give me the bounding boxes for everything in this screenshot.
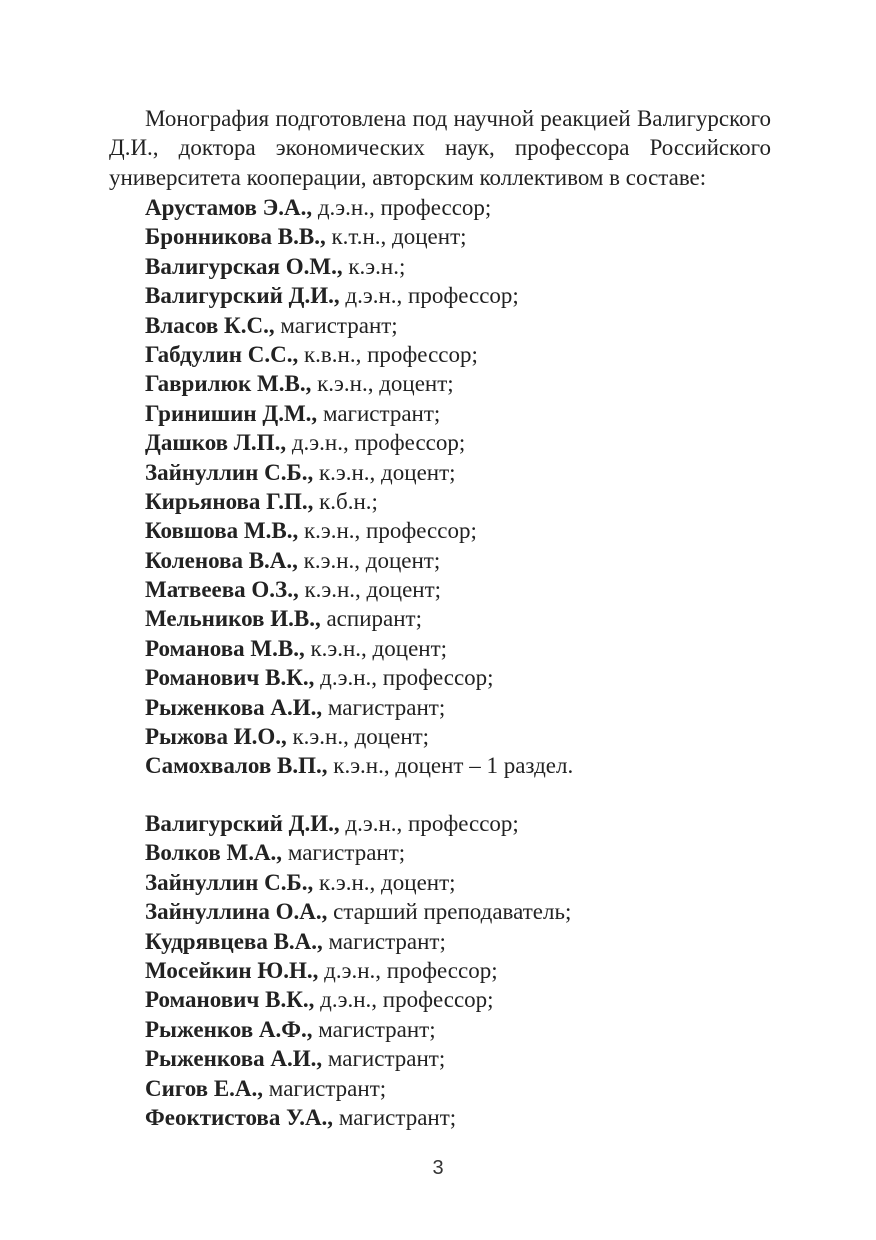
author-entry: [145, 927, 571, 956]
author-details: старший преподаватель;: [327, 899, 572, 925]
author-details: к.э.н., доцент;: [297, 547, 441, 573]
author-name: Зайнуллин С.Б.,: [145, 459, 314, 485]
author-entry: [145, 428, 573, 457]
author-name: Валигурский Д.И.,: [145, 283, 340, 309]
author-entry: [145, 722, 573, 751]
author-name: Дашков Л.П.,: [145, 430, 287, 456]
author-name: Романова М.В.,: [145, 635, 305, 661]
author-name: Рыженкова А.И.,: [145, 694, 323, 720]
author-details: д.э.н., профессор;: [314, 665, 494, 691]
author-details: магистрант;: [263, 1075, 387, 1101]
author-name: Гринишин Д.М.,: [145, 400, 318, 426]
author-name: Арустамов Э.А.,: [145, 195, 313, 220]
author-entry: [145, 575, 573, 604]
author-details: д.э.н., профессор;: [312, 195, 492, 220]
author-list-section-1: [145, 193, 573, 781]
author-name: Гаврилюк М.В.,: [145, 371, 312, 397]
author-details: магистрант;: [322, 694, 446, 720]
author-entry: [145, 222, 573, 251]
author-entry: [145, 809, 571, 838]
author-details: магистрант;: [322, 1046, 446, 1072]
author-entry: [145, 838, 571, 867]
author-name: Кирьянова Г.П.,: [145, 488, 314, 514]
author-name: Зайнуллин С.Б.,: [145, 869, 314, 895]
author-details: к.э.н., доцент;: [304, 635, 448, 661]
author-details: к.э.н., профессор;: [298, 518, 477, 544]
author-details: к.б.н.;: [313, 488, 378, 514]
author-entry: [145, 1015, 571, 1044]
author-name: Валигурский Д.И.,: [145, 811, 340, 836]
author-name: Кудрявцева В.А.,: [145, 928, 323, 954]
author-name: Мельников И.В.,: [145, 606, 321, 632]
author-entry: [145, 193, 573, 222]
author-entry: [145, 897, 571, 926]
author-details: к.э.н., доцент – 1 раздел.: [327, 753, 574, 779]
author-details: магистрант;: [317, 400, 441, 426]
author-details: к.э.н., доцент;: [311, 371, 454, 397]
author-details: магистрант;: [274, 312, 398, 338]
author-entry: [145, 1044, 571, 1073]
author-details: к.э.н., доцент;: [286, 724, 430, 750]
author-entry: [145, 1103, 571, 1132]
author-details: аспирант;: [320, 606, 422, 632]
author-details: к.э.н.;: [342, 253, 406, 279]
author-entry: [145, 1074, 571, 1103]
author-name: Ковшова М.В.,: [145, 518, 299, 544]
author-details: магистрант;: [333, 1104, 457, 1130]
author-entry: [145, 458, 573, 487]
author-entry: [145, 634, 573, 663]
author-name: Габдулин С.С.,: [145, 341, 299, 367]
author-details: магистрант;: [322, 928, 446, 954]
author-name: Сигов Е.А.,: [145, 1075, 264, 1101]
author-name: Рыженков А.Ф.,: [145, 1016, 313, 1042]
author-name: Рыжова И.О.,: [145, 724, 287, 750]
author-details: д.э.н., профессор;: [339, 811, 519, 836]
author-details: д.э.н., профессор;: [318, 957, 498, 983]
author-details: магистрант;: [282, 840, 406, 866]
author-entry: [145, 956, 571, 985]
author-entry: [145, 868, 571, 897]
author-details: к.э.н., доцент;: [313, 869, 456, 895]
author-details: д.э.н., профессор;: [314, 987, 494, 1013]
author-entry: [145, 369, 573, 398]
author-entry: [145, 399, 573, 428]
author-name: Матвеева О.З.,: [145, 577, 299, 603]
author-entry: [145, 516, 573, 545]
page-number: 3: [432, 1157, 444, 1179]
author-name: Рыженкова А.И.,: [145, 1046, 323, 1072]
author-entry: [145, 340, 573, 369]
author-details: к.т.н., доцент;: [325, 224, 467, 250]
author-name: Зайнуллина О.А.,: [145, 899, 328, 925]
author-entry: [145, 663, 573, 692]
intro-paragraph: Монография подготовлена под научной реакцией Валигурского Д.И., доктора экономических наук, профессора Российского университета кооперации, авторским коллективом в составе:: [109, 106, 771, 190]
author-entry: [145, 604, 573, 633]
author-entry: [145, 311, 573, 340]
author-entry: [145, 985, 571, 1014]
author-entry: [145, 252, 573, 281]
author-name: Романович В.К.,: [145, 987, 315, 1013]
author-entry: [145, 693, 573, 722]
author-name: Самохвалов В.П.,: [145, 753, 328, 779]
author-entry: [145, 487, 573, 516]
author-name: Феоктистова У.А.,: [145, 1104, 334, 1130]
author-name: Коленова В.А.,: [145, 547, 298, 573]
author-entry: [145, 751, 573, 780]
author-details: к.э.н., доцент;: [298, 577, 442, 603]
author-details: магистрант;: [312, 1016, 436, 1042]
author-name: Волков М.А.,: [145, 840, 283, 866]
author-list-section-2: [145, 809, 571, 1132]
author-entry: [145, 281, 573, 310]
author-details: д.э.н., профессор;: [339, 283, 519, 309]
author-details: д.э.н., профессор;: [286, 430, 466, 456]
author-details: к.э.н., доцент;: [313, 459, 456, 485]
author-name: Валигурская О.М.,: [145, 253, 343, 279]
author-name: Мосейкин Ю.Н.,: [145, 957, 319, 983]
author-name: Бронникова В.В.,: [145, 224, 326, 250]
author-name: Романович В.К.,: [145, 665, 315, 691]
author-name: Власов К.С.,: [145, 312, 275, 338]
author-details: к.в.н., профессор;: [298, 341, 478, 367]
author-entry: [145, 546, 573, 575]
